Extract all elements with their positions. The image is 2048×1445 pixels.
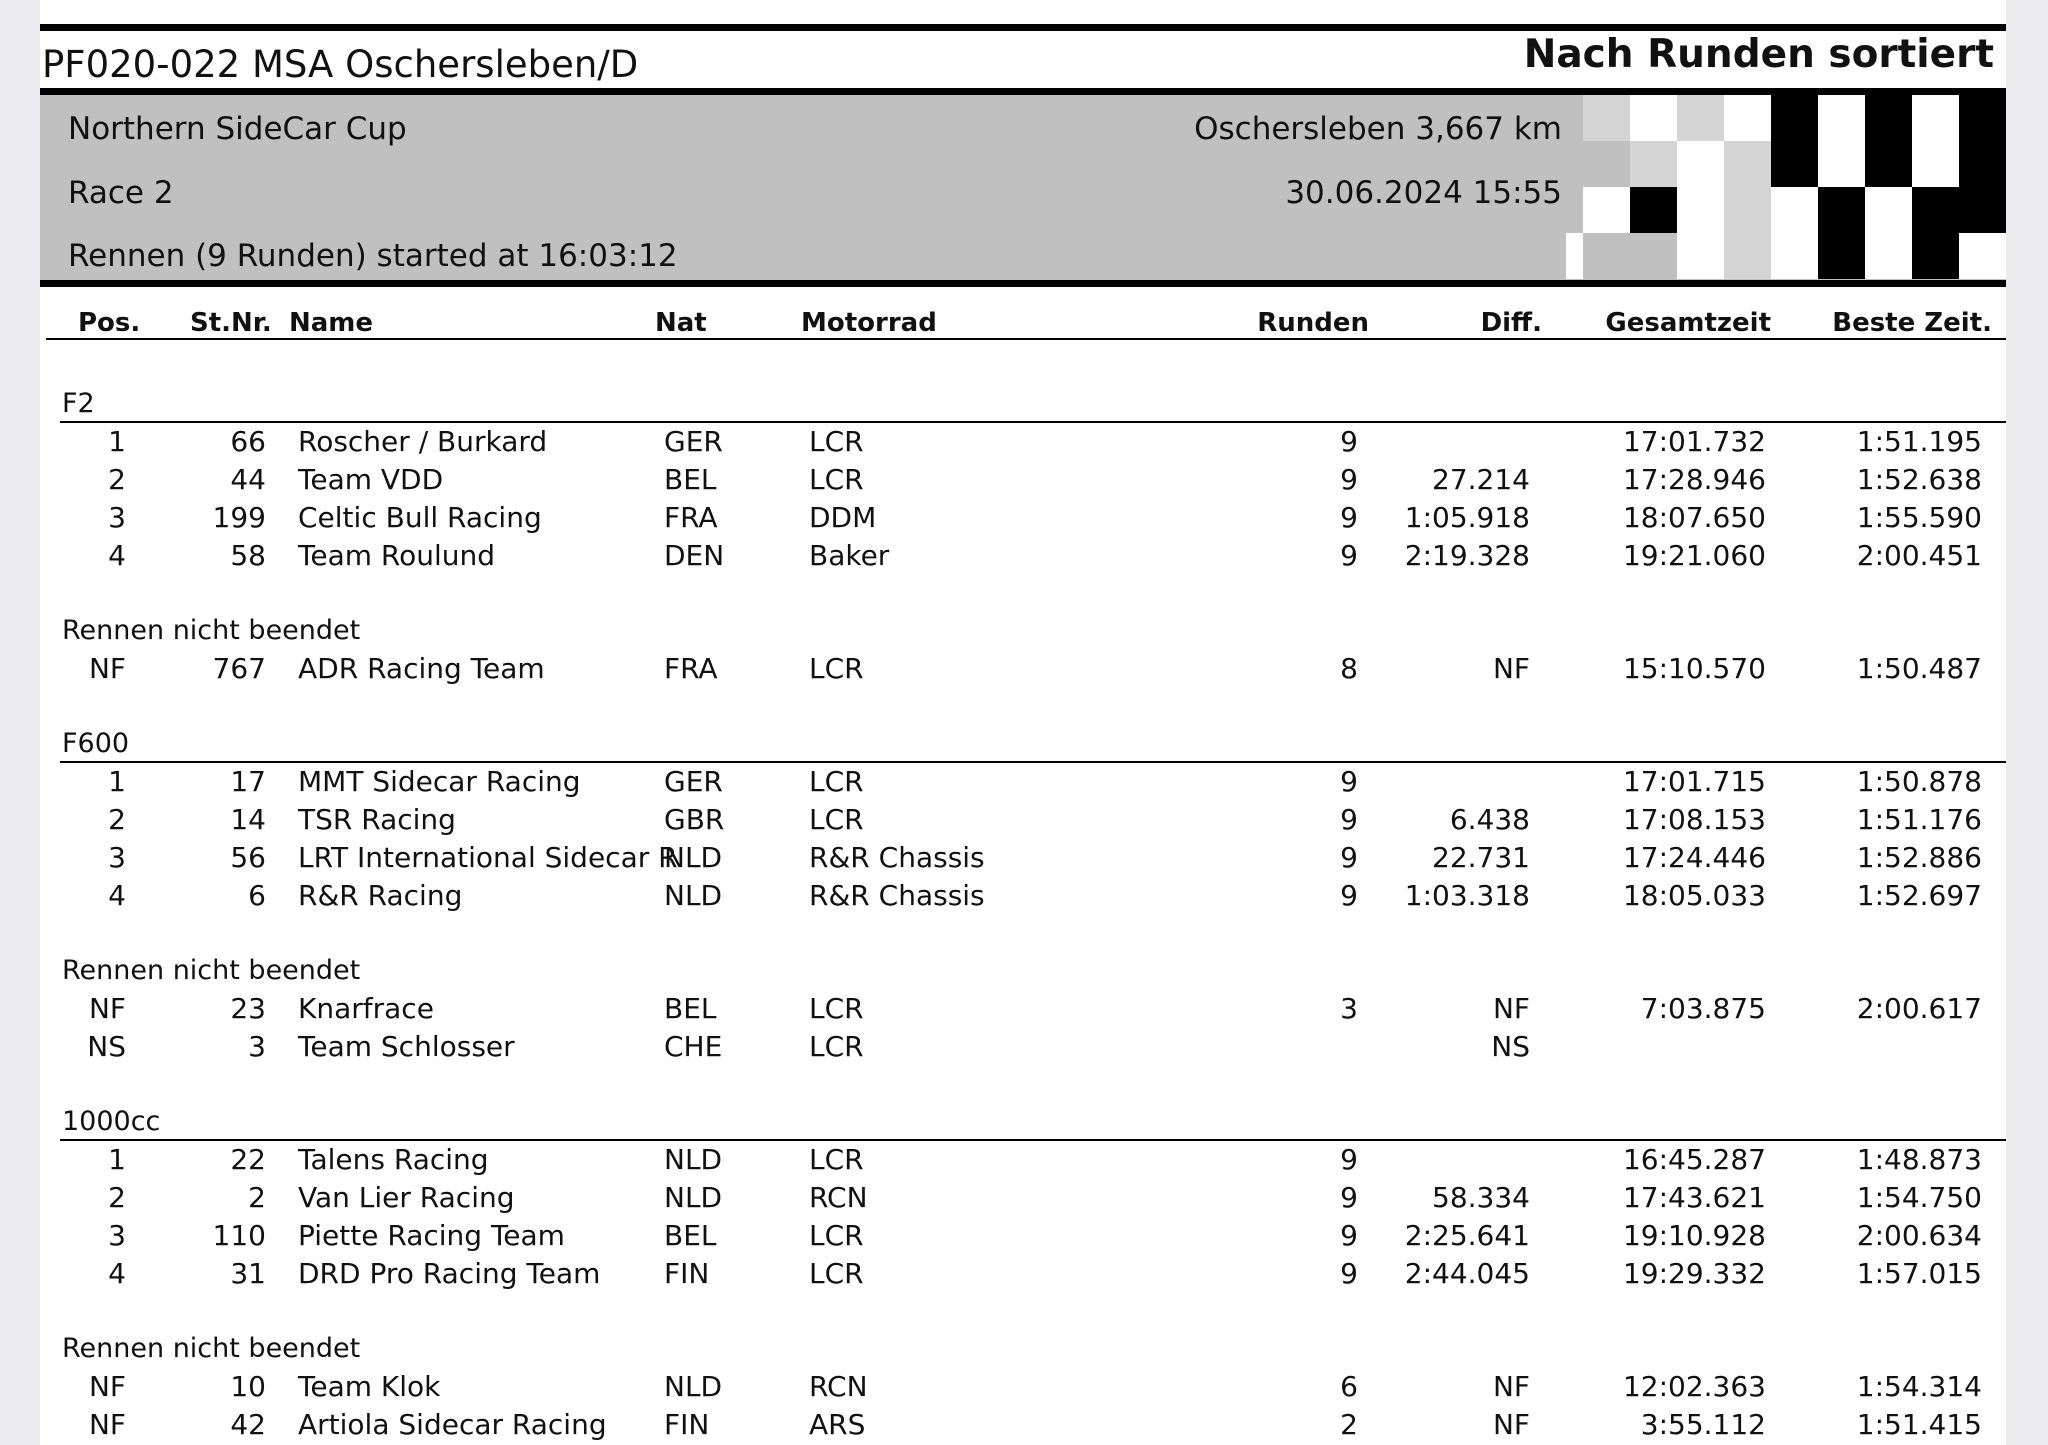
spacer [40, 575, 2006, 612]
class-title: F600 [62, 728, 130, 759]
table-row [40, 839, 2006, 877]
cell-diff: 58.334 [1432, 1181, 1530, 1214]
cell-motorrad: LCR [809, 652, 864, 685]
cell-motorrad: R&R Chassis [809, 841, 985, 874]
flag-square [1912, 141, 1959, 187]
col-header-runden: Runden [1257, 308, 1369, 338]
cell-start-number: 10 [230, 1370, 266, 1403]
flag-square [1630, 95, 1677, 141]
dnf-header [40, 612, 2006, 650]
cell-runden: 9 [1340, 765, 1358, 798]
cell-name: Roscher / Burkard [298, 425, 548, 458]
cell-pos: 3 [108, 841, 126, 874]
table-row [40, 537, 2006, 575]
flag-square [1865, 233, 1912, 279]
cell-gesamtzeit: 17:24.446 [1622, 841, 1766, 874]
mid-rule [40, 88, 2006, 95]
flag-square [1959, 233, 2006, 279]
cell-motorrad: LCR [809, 1030, 864, 1063]
spacer [40, 1293, 2006, 1330]
cell-nat: NLD [664, 1370, 723, 1403]
cell-name: Piette Racing Team [298, 1219, 565, 1252]
cell-beste-zeit: 1:54.314 [1856, 1370, 1982, 1403]
flag-square [1677, 141, 1724, 187]
cell-beste-zeit: 1:52.886 [1856, 841, 1982, 874]
cell-gesamtzeit: 17:01.715 [1622, 765, 1766, 798]
start-info: Rennen (9 Runden) started at 16:03:12 [68, 238, 678, 274]
cell-diff: NS [1491, 1030, 1530, 1063]
cell-pos: NF [88, 992, 126, 1025]
cell-diff: NF [1492, 992, 1530, 1025]
cell-start-number: 44 [230, 463, 266, 496]
cell-gesamtzeit: 19:21.060 [1622, 539, 1766, 572]
flag-square [1771, 233, 1818, 279]
panel-bottom-rule [40, 280, 2006, 287]
flag-square [1818, 141, 1865, 187]
table-row [40, 1217, 2006, 1255]
cell-runden: 6 [1340, 1370, 1358, 1403]
cell-pos: 4 [108, 539, 126, 572]
table-row [40, 763, 2006, 801]
dnf-header [40, 1330, 2006, 1368]
flag-square [1912, 233, 1959, 279]
cell-diff: 2:19.328 [1404, 539, 1530, 572]
cell-runden: 8 [1340, 652, 1358, 685]
dnf-header [40, 952, 2006, 990]
cell-beste-zeit: 1:50.878 [1856, 765, 1982, 798]
cell-name: Knarfrace [298, 992, 434, 1025]
checkered-flag-icon [1566, 95, 2006, 280]
cell-nat: FRA [664, 652, 718, 685]
class-title: 1000cc [62, 1106, 161, 1137]
cell-start-number: 22 [230, 1143, 266, 1176]
cell-runden: 9 [1340, 539, 1358, 572]
col-header-beste-zeit: Beste Zeit. [1832, 308, 1992, 338]
cell-gesamtzeit: 12:02.363 [1622, 1370, 1766, 1403]
cell-start-number: 6 [248, 879, 266, 912]
cell-runden: 9 [1340, 1219, 1358, 1252]
flag-square [1583, 187, 1630, 233]
flag-square [1724, 187, 1771, 233]
cell-gesamtzeit: 17:28.946 [1622, 463, 1766, 496]
cell-beste-zeit: 1:50.487 [1856, 652, 1982, 685]
cell-gesamtzeit: 17:43.621 [1622, 1181, 1766, 1214]
cell-name: ADR Racing Team [298, 652, 545, 685]
cell-name: DRD Pro Racing Team [298, 1257, 601, 1290]
class-header [40, 1103, 2006, 1141]
cell-beste-zeit: 1:48.873 [1856, 1143, 1982, 1176]
cell-runden: 9 [1340, 1257, 1358, 1290]
flag-square [1724, 95, 1771, 141]
race-datetime: 30.06.2024 15:55 [1285, 175, 1562, 211]
table-row [40, 461, 2006, 499]
cell-start-number: 14 [230, 803, 266, 836]
cell-gesamtzeit: 15:10.570 [1622, 652, 1766, 685]
cell-nat: FRA [664, 501, 718, 534]
cell-diff: 2:25.641 [1404, 1219, 1530, 1252]
cell-name: Team Klok [298, 1370, 441, 1403]
cell-start-number: 31 [230, 1257, 266, 1290]
cell-name: Van Lier Racing [298, 1181, 515, 1214]
sort-label: Nach Runden sortiert [1523, 32, 1994, 77]
cell-motorrad: LCR [809, 425, 864, 458]
spacer [40, 1066, 2006, 1103]
cell-beste-zeit: 1:54.750 [1856, 1181, 1982, 1214]
cell-motorrad: RCN [809, 1370, 868, 1403]
cell-nat: GBR [664, 803, 725, 836]
circuit-info: Oschersleben 3,667 km [1194, 111, 1562, 147]
cell-diff: 6.438 [1449, 803, 1530, 836]
cell-runden: 9 [1340, 425, 1358, 458]
cell-gesamtzeit: 19:29.332 [1622, 1257, 1766, 1290]
cell-pos: 3 [108, 501, 126, 534]
cell-motorrad: DDM [809, 501, 877, 534]
cell-runden: 9 [1340, 501, 1358, 534]
table-row [40, 1368, 2006, 1406]
table-row [40, 877, 2006, 915]
flag-square [1724, 141, 1771, 187]
flag-square [1677, 233, 1724, 279]
cell-beste-zeit: 2:00.451 [1856, 539, 1982, 572]
cell-gesamtzeit: 16:45.287 [1622, 1143, 1766, 1176]
cell-beste-zeit: 1:51.176 [1856, 803, 1982, 836]
cell-pos: 4 [108, 879, 126, 912]
cell-name: Team Schlosser [298, 1030, 515, 1063]
col-header-diff: Diff. [1480, 308, 1542, 338]
cell-beste-zeit: 1:52.697 [1856, 879, 1982, 912]
class-header [40, 725, 2006, 763]
cell-start-number: 3 [248, 1030, 266, 1063]
flag-square [1818, 233, 1865, 279]
flag-square [1865, 141, 1912, 187]
cell-beste-zeit: 2:00.617 [1856, 992, 1982, 1025]
cell-pos: 4 [108, 1257, 126, 1290]
flag-square [1677, 187, 1724, 233]
flag-square [1771, 141, 1818, 187]
results-table [40, 385, 2006, 1444]
cell-motorrad: R&R Chassis [809, 879, 985, 912]
cell-nat: NLD [664, 841, 723, 874]
cell-nat: NLD [664, 1143, 723, 1176]
cell-nat: BEL [664, 992, 717, 1025]
cell-runden: 9 [1340, 841, 1358, 874]
table-row [40, 1406, 2006, 1444]
cell-pos: 1 [108, 425, 126, 458]
flag-square [1912, 187, 1959, 233]
col-header-name: Name [289, 308, 374, 338]
cell-motorrad: LCR [809, 765, 864, 798]
cell-pos: 3 [108, 1219, 126, 1252]
cell-motorrad: LCR [809, 1219, 864, 1252]
cell-diff: 1:05.918 [1404, 501, 1530, 534]
cell-nat: FIN [664, 1257, 710, 1290]
table-row [40, 650, 2006, 688]
flag-square [1583, 95, 1630, 141]
flag-square [1818, 187, 1865, 233]
cell-nat: NLD [664, 879, 723, 912]
cell-beste-zeit: 1:51.415 [1856, 1408, 1982, 1441]
cell-pos: 1 [108, 765, 126, 798]
cell-motorrad: LCR [809, 992, 864, 1025]
flag-square [1724, 233, 1771, 279]
cell-diff: NF [1492, 1408, 1530, 1441]
cell-name: Celtic Bull Racing [298, 501, 542, 534]
table-row [40, 990, 2006, 1028]
cell-runden: 9 [1340, 1143, 1358, 1176]
cell-runden: 9 [1340, 879, 1358, 912]
cell-gesamtzeit: 17:08.153 [1622, 803, 1766, 836]
series-name: Northern SideCar Cup [68, 111, 407, 147]
flag-square [1959, 95, 2006, 141]
dnf-title: Rennen nicht beendet [62, 955, 361, 986]
cell-pos: 2 [108, 463, 126, 496]
cell-gesamtzeit: 19:10.928 [1622, 1219, 1766, 1252]
class-title: F2 [62, 388, 95, 419]
header-rule [46, 338, 2006, 340]
table-row [40, 1179, 2006, 1217]
cell-nat: GER [664, 765, 723, 798]
cell-start-number: 767 [212, 652, 266, 685]
flag-square [1566, 233, 1583, 279]
cell-diff: 1:03.318 [1404, 879, 1530, 912]
cell-start-number: 2 [248, 1181, 266, 1214]
cell-diff: NF [1492, 1370, 1530, 1403]
class-header [40, 385, 2006, 423]
cell-nat: FIN [664, 1408, 710, 1441]
table-row [40, 499, 2006, 537]
cell-motorrad: Baker [809, 539, 890, 572]
cell-motorrad: LCR [809, 463, 864, 496]
cell-name: Artiola Sidecar Racing [298, 1408, 607, 1441]
cell-pos: NF [88, 1370, 126, 1403]
cell-start-number: 110 [212, 1219, 266, 1252]
cell-runden: 3 [1340, 992, 1358, 1025]
race-name: Race 2 [68, 175, 174, 211]
cell-pos: 2 [108, 1181, 126, 1214]
results-page [40, 0, 2006, 1445]
cell-diff: 2:44.045 [1404, 1257, 1530, 1290]
cell-gesamtzeit: 18:07.650 [1622, 501, 1766, 534]
table-row [40, 801, 2006, 839]
flag-square [1630, 141, 1677, 187]
cell-name: R&R Racing [298, 879, 463, 912]
cell-name: TSR Racing [298, 803, 456, 836]
cell-motorrad: LCR [809, 1143, 864, 1176]
flag-square [1630, 187, 1677, 233]
col-header-gesamtzeit: Gesamtzeit [1605, 308, 1771, 338]
cell-motorrad: RCN [809, 1181, 868, 1214]
cell-diff: 22.731 [1432, 841, 1530, 874]
cell-beste-zeit: 1:52.638 [1856, 463, 1982, 496]
cell-gesamtzeit: 3:55.112 [1640, 1408, 1766, 1441]
flag-square [1818, 95, 1865, 141]
col-header-stnr: St.Nr. [190, 308, 272, 338]
cell-gesamtzeit: 18:05.033 [1622, 879, 1766, 912]
cell-beste-zeit: 1:51.195 [1856, 425, 1982, 458]
cell-nat: BEL [664, 463, 717, 496]
cell-nat: BEL [664, 1219, 717, 1252]
cell-motorrad: ARS [809, 1408, 866, 1441]
cell-start-number: 42 [230, 1408, 266, 1441]
cell-name: Team VDD [298, 463, 444, 496]
table-row [40, 1255, 2006, 1293]
col-header-pos: Pos. [78, 308, 141, 338]
cell-runden: 2 [1340, 1408, 1358, 1441]
cell-start-number: 199 [212, 501, 266, 534]
cell-runden: 9 [1340, 1181, 1358, 1214]
cell-name: LRT International Sidecar R [298, 841, 678, 874]
cell-gesamtzeit: 7:03.875 [1640, 992, 1766, 1025]
spacer [40, 915, 2006, 952]
flag-square [1959, 187, 2006, 233]
spacer [40, 688, 2006, 725]
cell-start-number: 17 [230, 765, 266, 798]
cell-start-number: 23 [230, 992, 266, 1025]
flag-square [1771, 187, 1818, 233]
cell-diff: NF [1492, 652, 1530, 685]
dnf-title: Rennen nicht beendet [62, 1333, 361, 1364]
cell-nat: GER [664, 425, 723, 458]
cell-beste-zeit: 1:57.015 [1856, 1257, 1982, 1290]
event-code-title: PF020-022 MSA Oschersleben/D [42, 43, 639, 86]
cell-pos: NS [87, 1030, 126, 1063]
cell-start-number: 66 [230, 425, 266, 458]
cell-nat: CHE [664, 1030, 723, 1063]
cell-motorrad: LCR [809, 1257, 864, 1290]
flag-square [1959, 141, 2006, 187]
cell-pos: 1 [108, 1143, 126, 1176]
cell-motorrad: LCR [809, 803, 864, 836]
cell-beste-zeit: 2:00.634 [1856, 1219, 1982, 1252]
cell-name: Team Roulund [298, 539, 496, 572]
cell-diff: 27.214 [1432, 463, 1530, 496]
dnf-title: Rennen nicht beendet [62, 615, 361, 646]
cell-pos: NF [88, 1408, 126, 1441]
cell-nat: DEN [664, 539, 725, 572]
flag-square [1865, 187, 1912, 233]
cell-gesamtzeit: 17:01.732 [1622, 425, 1766, 458]
cell-start-number: 56 [230, 841, 266, 874]
cell-runden: 9 [1340, 803, 1358, 836]
cell-pos: NF [88, 652, 126, 685]
flag-square [1771, 95, 1818, 141]
col-header-motorrad: Motorrad [801, 308, 937, 338]
flag-square [1865, 95, 1912, 141]
cell-name: MMT Sidecar Racing [298, 765, 581, 798]
cell-start-number: 58 [230, 539, 266, 572]
flag-square [1677, 95, 1724, 141]
race-info-panel [40, 95, 2006, 280]
cell-name: Talens Racing [298, 1143, 489, 1176]
cell-runden: 9 [1340, 463, 1358, 496]
cell-beste-zeit: 1:55.590 [1856, 501, 1982, 534]
table-row [40, 423, 2006, 461]
cell-nat: NLD [664, 1181, 723, 1214]
flag-square [1912, 95, 1959, 141]
table-row [40, 1141, 2006, 1179]
cell-pos: 2 [108, 803, 126, 836]
col-header-nat: Nat [655, 308, 707, 338]
table-row [40, 1028, 2006, 1066]
